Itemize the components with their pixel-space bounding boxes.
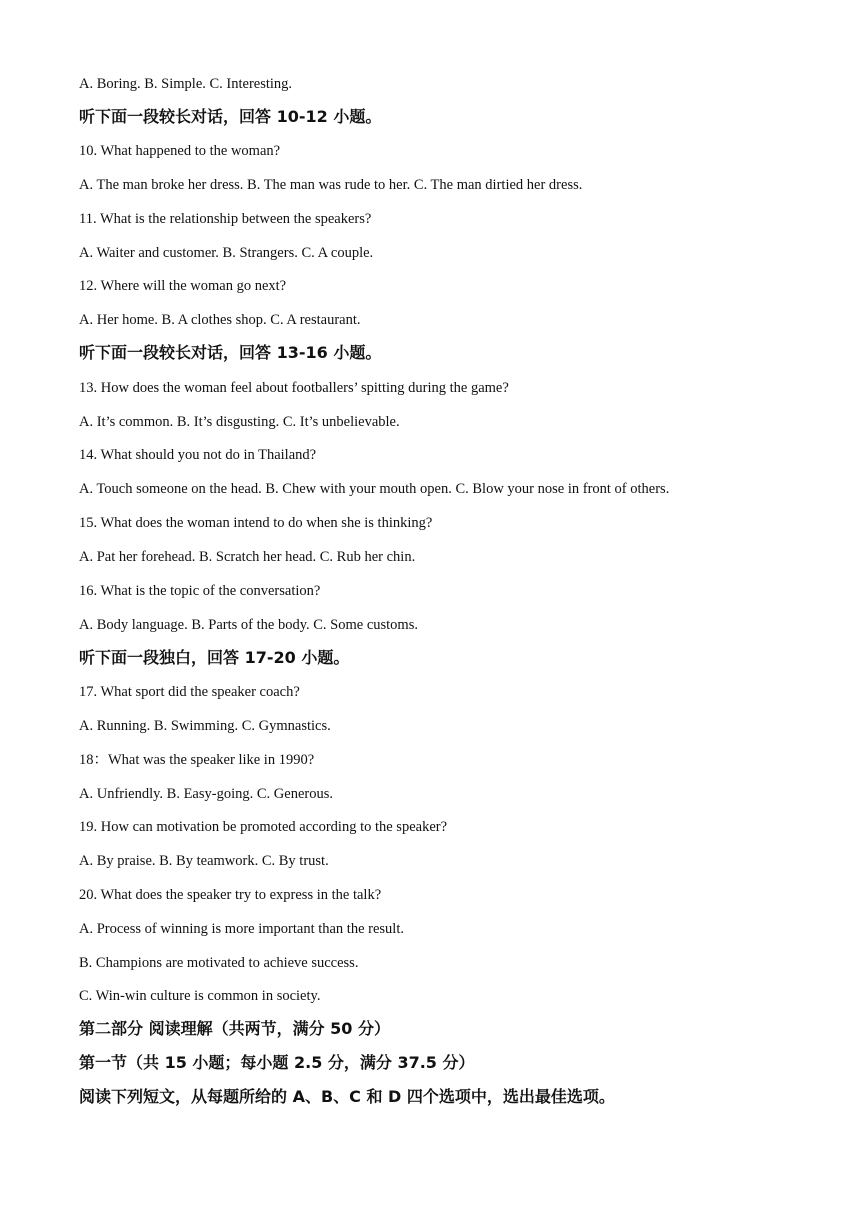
- question-line: 12. Where will the woman go next?: [79, 278, 287, 294]
- section-heading: 听下面一段独白，回答 17-20 小题。: [79, 648, 350, 667]
- option-line: A. The man broke her dress. B. The man was rude to her. C. The man dirtied her dress.: [79, 177, 583, 193]
- question-line: 11. What is the relationship between the speakers?: [79, 211, 372, 227]
- option-line: A. Unfriendly. B. Easy-going. C. Generous.: [79, 786, 333, 802]
- option-line: A. Running. B. Swimming. C. Gymnastics.: [79, 718, 331, 734]
- option-line: A. Touch someone on the head. B. Chew with your mouth open. C. Blow your nose in front of others.: [79, 481, 670, 497]
- question-line: 17. What sport did the speaker coach?: [79, 684, 300, 700]
- option-line: A. Body language. B. Parts of the body. C. Some customs.: [79, 617, 418, 633]
- instruction-heading: 阅读下列短文，从每题所给的 A、B、C 和 D 四个选项中，选出最佳选项。: [79, 1087, 615, 1106]
- option-line: A. It’s common. B. It’s disgusting. C. It’s unbelievable.: [79, 414, 400, 430]
- option-line: A. Pat her forehead. B. Scratch her head. C. Rub her chin.: [79, 549, 416, 565]
- question-line: 14. What should you not do in Thailand?: [79, 447, 317, 463]
- option-line: A. Boring. B. Simple. C. Interesting.: [79, 76, 293, 92]
- option-line: A. Her home. B. A clothes shop. C. A restaurant.: [79, 312, 361, 328]
- question-line: 15. What does the woman intend to do when she is thinking?: [79, 515, 433, 531]
- section-heading: 听下面一段较长对话，回答 13-16 小题。: [79, 343, 382, 362]
- part-heading: 第二部分 阅读理解（共两节，满分 50 分）: [79, 1019, 390, 1038]
- option-line: C. Win-win culture is common in society.: [79, 988, 321, 1004]
- question-line: 19. How can motivation be promoted according to the speaker?: [79, 819, 448, 835]
- question-line: 13. How does the woman feel about footballers’ spitting during the game?: [79, 380, 509, 396]
- question-line: 20. What does the speaker try to express in the talk?: [79, 887, 382, 903]
- question-line: 10. What happened to the woman?: [79, 143, 281, 159]
- option-line: B. Champions are motivated to achieve success.: [79, 955, 359, 971]
- section-heading: 第一节（共 15 小题；每小题 2.5 分，满分 37.5 分）: [79, 1053, 475, 1072]
- option-line: A. Waiter and customer. B. Strangers. C. A couple.: [79, 245, 374, 261]
- question-line: 16. What is the topic of the conversation?: [79, 583, 321, 599]
- option-line: A. Process of winning is more important than the result.: [79, 921, 404, 937]
- section-heading: 听下面一段较长对话，回答 10-12 小题。: [79, 107, 382, 126]
- question-line: 18：What was the speaker like in 1990?: [79, 752, 315, 768]
- option-line: A. By praise. B. By teamwork. C. By trust.: [79, 853, 329, 869]
